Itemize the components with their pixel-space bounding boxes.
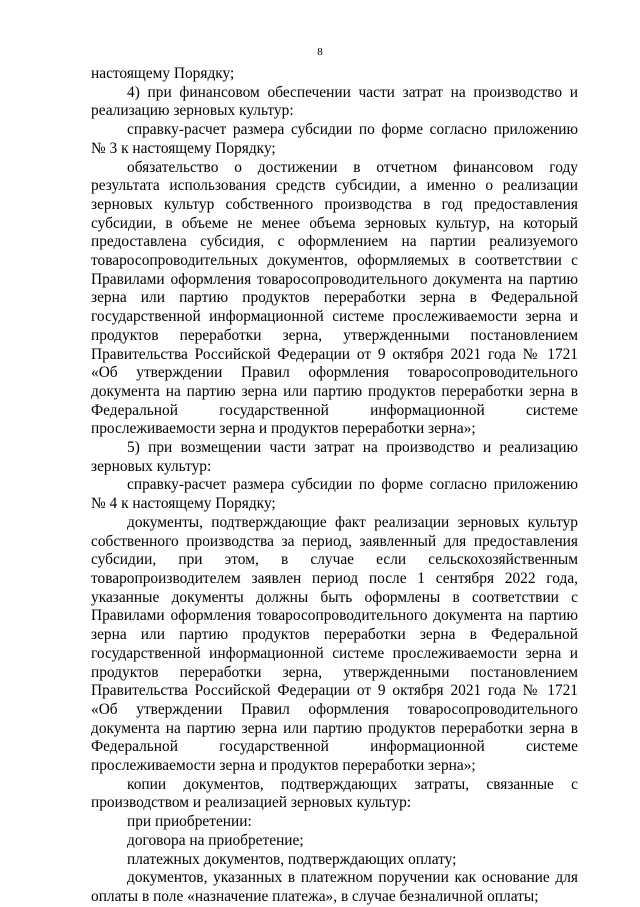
paragraph: обязательство о достижении в отчетном финансовом году результата использования средств субсидии, а именно о реализации зерновых культур собственного производства в год предоставления субсидии, в объеме не менее объема зерновых культур, на который предоставлена субсидия, с оформлением на партии реализуемого товаросопроводительных документов, оформляемых в соответствии с Правилами оформления товаросопроводительного документа на партию зерна или партию продуктов переработки зерна в Федеральной государственной информационной системе прослеживаемости зерна и продуктов переработки зерна, утвержденными постановлением Правительства Российской Федерации от 9 октября 2021 года № 1721 «Об утверждении Правил оформления товаросопроводительного документа на партию зерна или партию продуктов переработки зерна в Федеральной государственной информационной системе прослеживаемости зерна и продуктов переработки зерна»; <box>91 158 578 438</box>
paragraph: платежных документов, подтверждающих оплату; <box>127 850 457 868</box>
paragraph: копии документов, подтверждающих затраты, связанные с производством и реализацией зерновых культур: <box>91 775 578 812</box>
paragraph: при приобретении: <box>127 813 252 831</box>
paragraph: договора на приобретение; <box>127 831 304 849</box>
paragraph: 5) при возмещении части затрат на производство и реализацию зерновых культур: <box>91 439 578 475</box>
page-number: 8 <box>317 46 323 58</box>
document-body <box>91 65 578 907</box>
paragraph: 4) при финансовом обеспечении части затрат на производство и реализацию зерновых культур: <box>91 83 578 120</box>
paragraph: справку-расчет размера субсидии по форме согласно приложению № 3 к настоящему Порядку; <box>91 121 578 157</box>
paragraph: справку-расчет размера субсидии по форме согласно приложению № 4 к настоящему Порядку; <box>91 476 578 513</box>
paragraph: настоящему Порядку; <box>91 65 235 82</box>
paragraph: документы, подтверждающие факт реализации зерновых культур собственного производства за период, заявленный для предоставления субсидии, при этом, в случае если сельскохозяйственным товаропроизводителем заявлен период после 1 сентября 2022 года, указанные документы должны быть оформлены в соответствии с Правилами оформления товаросопроводительного документа на партию зерна или партию продуктов переработки зерна в Федеральной государственной информационной системе прослеживаемости зерна и продуктов переработки зерна, утвержденными постановлением Правительства Российской Федерации от 9 октября 2021 года № 1721 «Об утверждении Правил оформления товаросопроводительного документа на партию зерна или партию продуктов переработки зерна в Федеральной государственной информационной системе прослеживаемости зерна и продуктов переработки зерна»; <box>91 513 578 775</box>
paragraph: документов, указанных в платежном поручении как основание для оплаты в поле «назначение платежа», в случае безналичной оплаты; <box>91 869 578 905</box>
